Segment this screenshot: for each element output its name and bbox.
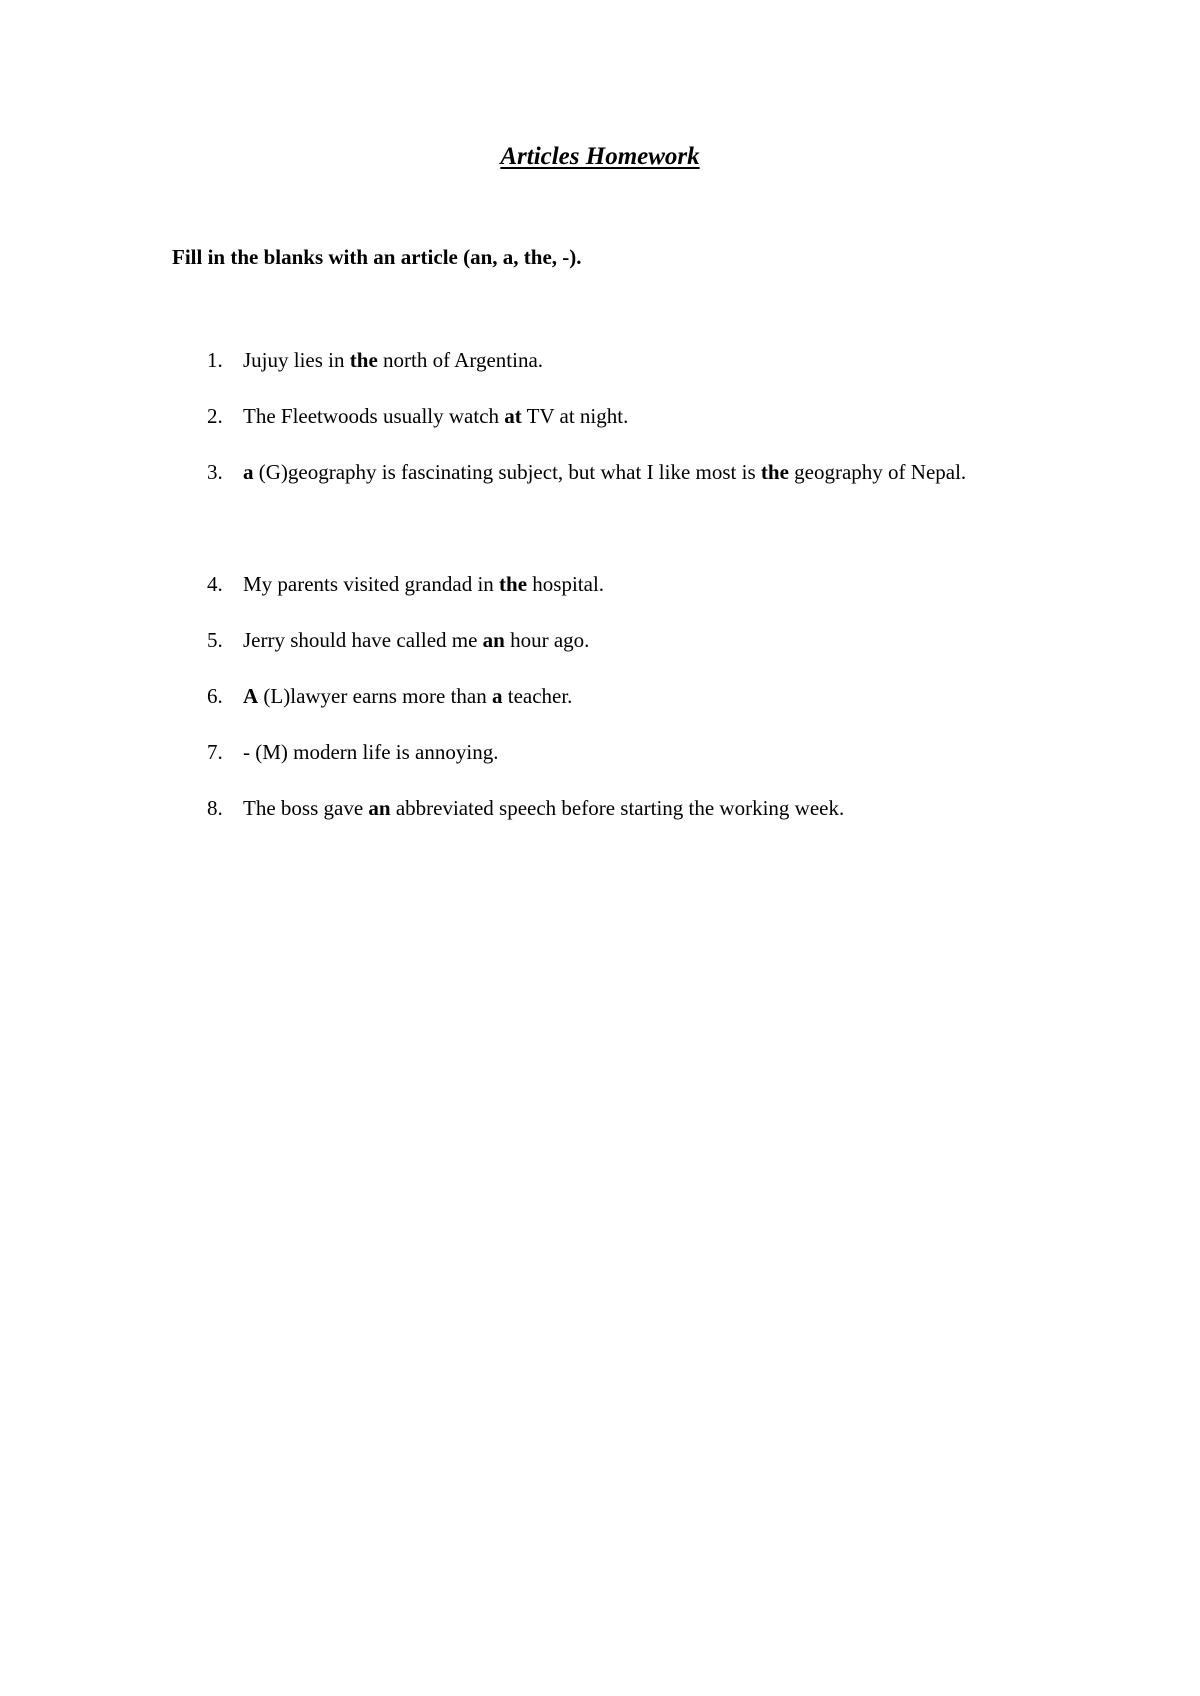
question-part: The Fleetwoods usually watch	[243, 404, 505, 428]
question-part: The boss gave	[243, 796, 369, 820]
answer-article: a	[243, 460, 254, 484]
answer-article: A	[243, 684, 259, 708]
question-part: north of Argentina.	[377, 348, 544, 372]
question-item	[0, 780, 1200, 836]
question-item	[0, 668, 1200, 724]
question-item	[0, 612, 1200, 668]
question-number: 8.	[207, 796, 223, 820]
answer-article: a	[491, 684, 503, 708]
question-text	[243, 780, 1023, 836]
question-number: 7.	[207, 740, 223, 764]
page-title: Articles Homework	[500, 143, 700, 170]
question-text	[243, 388, 1023, 444]
answer-article: the	[499, 572, 528, 596]
answer-article: the	[349, 348, 378, 372]
question-item	[0, 388, 1200, 444]
question-item	[0, 556, 1200, 612]
question-text	[243, 668, 1023, 724]
question-text	[243, 612, 1023, 668]
question-item	[0, 724, 1200, 780]
question-number: 2.	[207, 404, 223, 428]
question-number: 3.	[207, 460, 223, 484]
question-part: hospital.	[527, 572, 605, 596]
question-text	[243, 332, 1023, 388]
question-number: 4.	[207, 572, 223, 596]
question-part: TV at night.	[521, 404, 629, 428]
question-text	[243, 444, 1023, 500]
answer-article: at	[504, 404, 522, 428]
answer-article: the	[760, 460, 789, 484]
question-part: abbreviated speech before starting the working week.	[390, 796, 845, 820]
question-part: Jujuy lies in	[243, 348, 350, 372]
question-item	[0, 332, 1200, 388]
question-list	[0, 332, 1200, 836]
question-number: 1.	[207, 348, 223, 372]
question-part: (L)lawyer earns more than	[258, 684, 492, 708]
question-text	[243, 724, 1023, 780]
instruction-text: Fill in the blanks with an article (an, a, the, -).	[172, 245, 582, 269]
question-part: (G)geography is fascinating subject, but what I like most is	[253, 460, 761, 484]
question-part: Jerry should have called me	[243, 628, 483, 652]
answer-article: an	[368, 796, 391, 820]
question-part: teacher.	[502, 684, 573, 708]
question-number: 6.	[207, 684, 223, 708]
question-item	[0, 444, 1200, 556]
question-part: geography of Nepal.	[788, 460, 967, 484]
question-part: - (M) modern life is annoying.	[243, 740, 499, 764]
question-text	[243, 556, 1023, 612]
question-part: My parents visited grandad in	[243, 572, 500, 596]
question-number: 5.	[207, 628, 223, 652]
answer-article: an	[482, 628, 505, 652]
question-part: hour ago.	[504, 628, 590, 652]
